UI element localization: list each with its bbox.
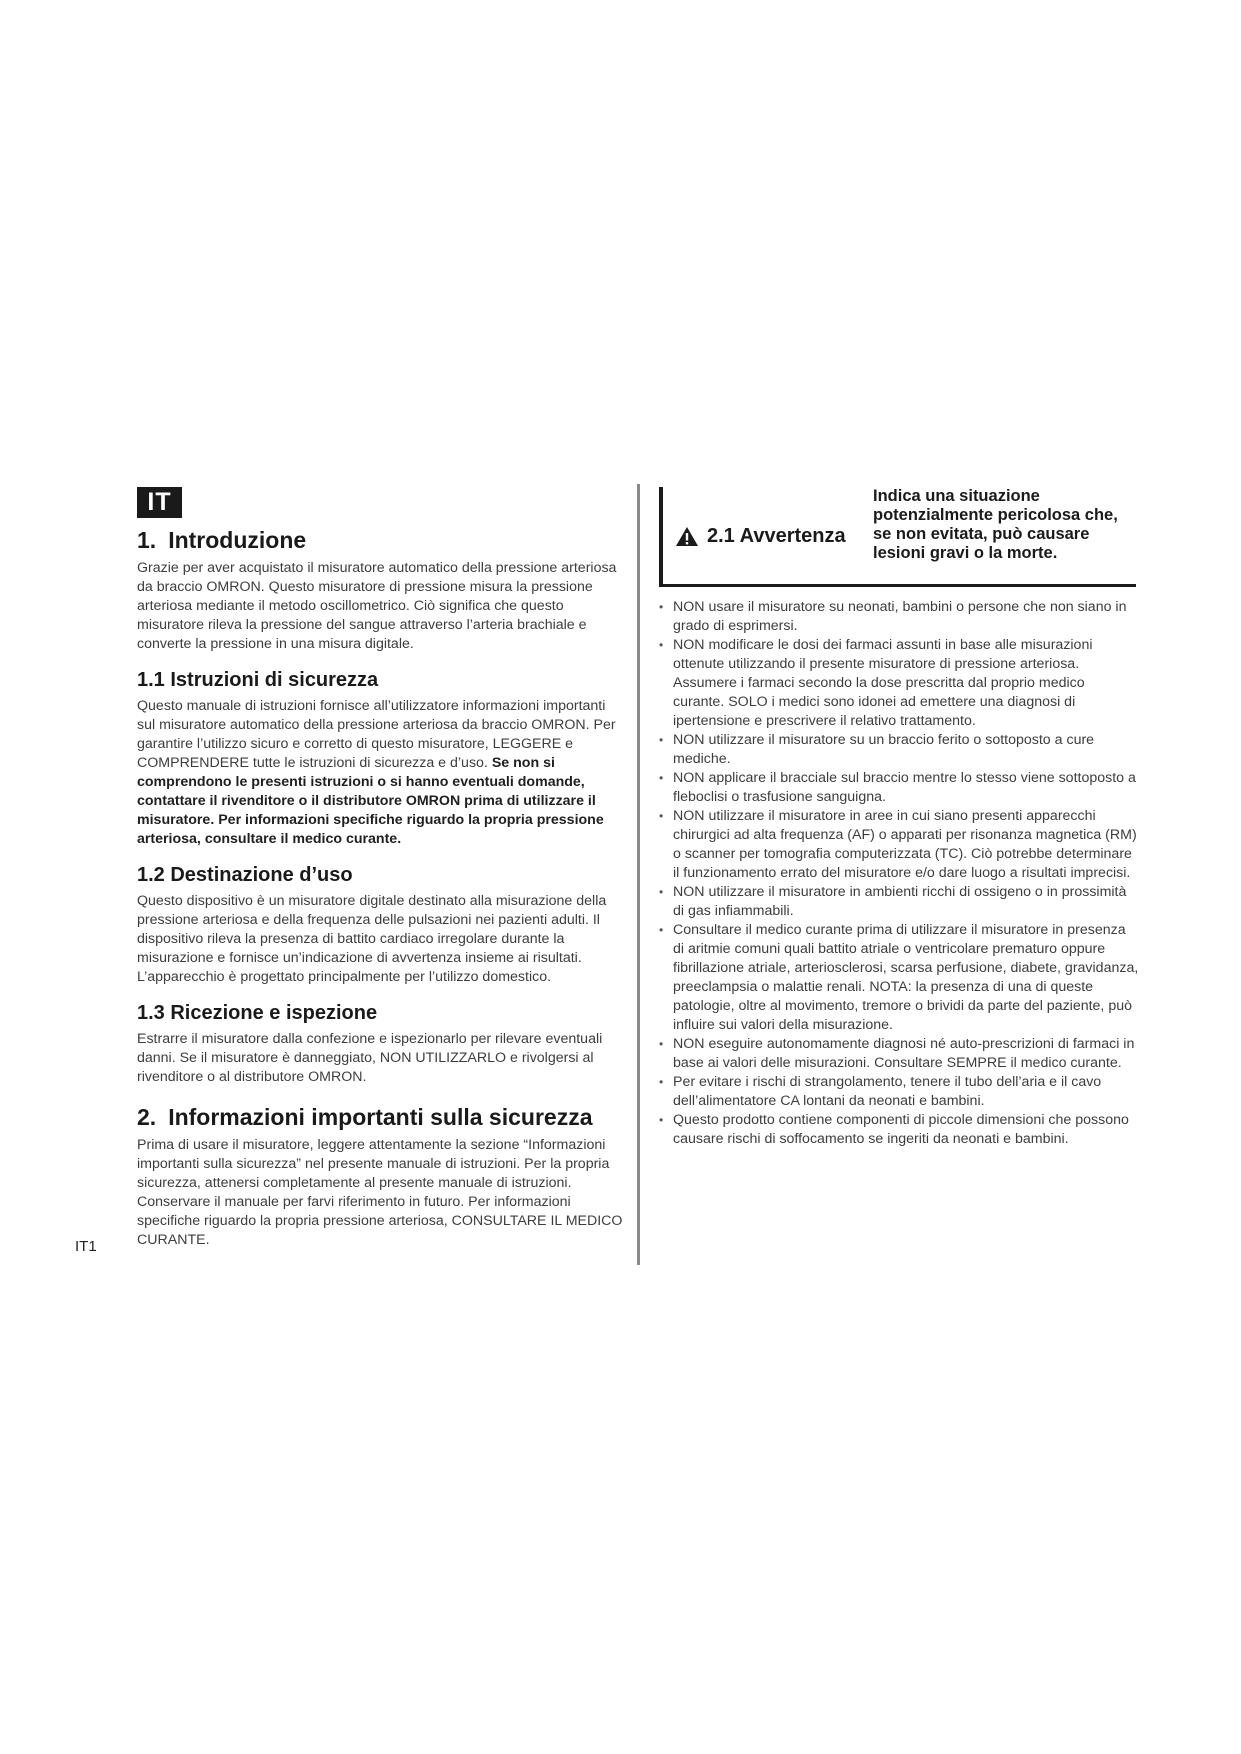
subsection-1-3-body: Estrarre il misuratore dalla confezione e ispezionarlo per rilevare eventuali danni. Se il misuratore è danneggiato, NON UTILIZZARLO e rivolgersi al rivenditore o al distributore OMRON. — [137, 1031, 603, 1085]
list-item: • NON modificare le dosi dei farmaci assunti in base alle misurazioni ottenute utilizzando il presente misuratore di pressione arteriosa. Assumere i farmaci secondo la dose prescritta dal proprio medico curante. SOLO i medici sono idonei ad emettere una diagnosi di ipertensione e prescrivere il relativo trattamento. — [659, 636, 1139, 731]
subsection-1-1-title: 1.1 Istruzioni di sicurezza — [137, 669, 379, 691]
warning-title-text: 2.1 Avvertenza — [707, 525, 846, 547]
list-item: • NON applicare il bracciale sul braccio mentre lo stesso viene sottoposto a fleboclisi o trasfusione sanguigna. — [659, 769, 1139, 807]
section-1-title-text: Introduzione — [168, 527, 307, 553]
list-item: • NON utilizzare il misuratore in ambienti ricchi di ossigeno o in prossimità di gas infiammabili. — [659, 883, 1139, 921]
section-1-number: 1. — [137, 527, 157, 553]
list-item: • NON utilizzare il misuratore su un braccio ferito o sottoposto a cure mediche. — [659, 731, 1139, 769]
list-item: • Per evitare i rischi di strangolamento, tenere il tubo dell’aria e il cavo dell’alimentatore CA lontani da neonati e bambini. — [659, 1073, 1139, 1111]
list-item: • NON utilizzare il misuratore in aree in cui siano presenti apparecchi chirurgici ad alta frequenza (AF) o apparati per risonanza magnetica (RM) o scanner per tomografia computerizzata (TC). Ciò potrebbe determinare il funzionamento errato del misuratore e/o dare luogo a risultati imprecisi. — [659, 807, 1139, 883]
warning-list — [659, 598, 1139, 1149]
subsection-1-1-body — [137, 697, 627, 849]
column-divider — [637, 484, 640, 1265]
section-2-body-1: Prima di usare il misuratore, leggere attentamente la sezione “Informazioni importanti sulla sicurezza” nel presente manuale di istruzioni. Per la propria sicurezza, attenersi completamente al presente manuale di istruzioni. — [137, 1137, 610, 1191]
section-1-title — [137, 526, 627, 554]
subsection-1-3-title: 1.3 Ricezione e ispezione — [137, 1002, 378, 1024]
warning-title — [675, 525, 846, 548]
section-2-number: 2. — [137, 1104, 157, 1130]
subsection-1-2-body: Questo dispositivo è un misuratore digitale destinato alla misurazione della pressione arteriosa e della frequenza delle pulsazioni nei pazienti adulti. Il dispositivo rileva la presenza di battito cardiaco irregolare durante la misurazione e fornisce un’indicazione di avvertenza insieme ai risultati. L’apparecchio è progettato principalmente per l’utilizzo domestico. — [137, 893, 607, 985]
language-badge: IT — [137, 487, 182, 518]
left-column — [137, 526, 627, 1250]
warning-description: Indica una situazione potenzialmente pericolosa che, se non evitata, può causare lesioni gravi o la morte. — [873, 487, 1118, 562]
section-1-body: Grazie per aver acquistato il misuratore automatico della pressione arteriosa da braccio OMRON. Questo misuratore di pressione misura la pressione arteriosa mediante il metodo oscillometrico. Ciò significa che questo misuratore rileva la pressione del sangue attraverso l’arteria brachiale e converte la pressione in una misura digitale. — [137, 560, 617, 652]
right-column — [659, 598, 1139, 1149]
section-2-body-2: Conservare il manuale per farvi riferimento in futuro. Per informazioni specifiche riguardo la propria pressione arteriosa, CONSULTARE IL MEDICO CURANTE. — [137, 1194, 623, 1248]
section-2-title — [137, 1103, 627, 1131]
warning-triangle-icon — [675, 526, 699, 547]
page-number: IT1 — [75, 1238, 97, 1255]
subsection-1-2-title: 1.2 Destinazione d’uso — [137, 864, 353, 886]
subsection-1-1-body-bold: Se non si comprendono le presenti istruzioni o si hanno eventuali domande, contattare il rivenditore o il distributore OMRON prima di utilizzare il misuratore. Per informazioni specifiche riguardo la propria pressione arteriosa, consultare il medico curante. — [137, 755, 604, 847]
section-2-title-text: Informazioni importanti sulla sicurezza — [168, 1104, 593, 1130]
warning-header — [659, 487, 1136, 587]
subsection-1-1-body-text: Questo manuale di istruzioni fornisce all’utilizzatore informazioni importanti sul misuratore automatico della pressione arteriosa da braccio OMRON. Per garantire l’utilizzo sicuro e corretto di questo misuratore, LEGGERE e COMPRENDERE tutte le istruzioni di sicurezza e d’uso. — [137, 698, 616, 771]
list-item: • NON usare il misuratore su neonati, bambini o persone che non siano in grado di esprimersi. — [659, 598, 1139, 636]
warning-left-bar — [659, 487, 663, 587]
list-item: • Consultare il medico curante prima di utilizzare il misuratore in presenza di aritmie comuni quali battito atriale o ventricolare prematuro oppure fibrillazione atriale, arteriosclerosi, scarsa perfusione, diabete, gravidanza, preeclampsia o malattie renali. NOTA: la presenza di una di queste patologie, oltre al movimento, tremore o brividi da parte del paziente, può influire sui valori della misurazione. — [659, 921, 1139, 1035]
warning-bottom-rule — [659, 584, 1136, 587]
list-item: • Questo prodotto contiene componenti di piccole dimensioni che possono causare rischi di soffocamento se ingeriti da neonati e bambini. — [659, 1111, 1139, 1149]
list-item: • NON eseguire autonomamente diagnosi né auto-prescrizioni di farmaci in base ai valori delle misurazioni. Consultare SEMPRE il medico curante. — [659, 1035, 1139, 1073]
